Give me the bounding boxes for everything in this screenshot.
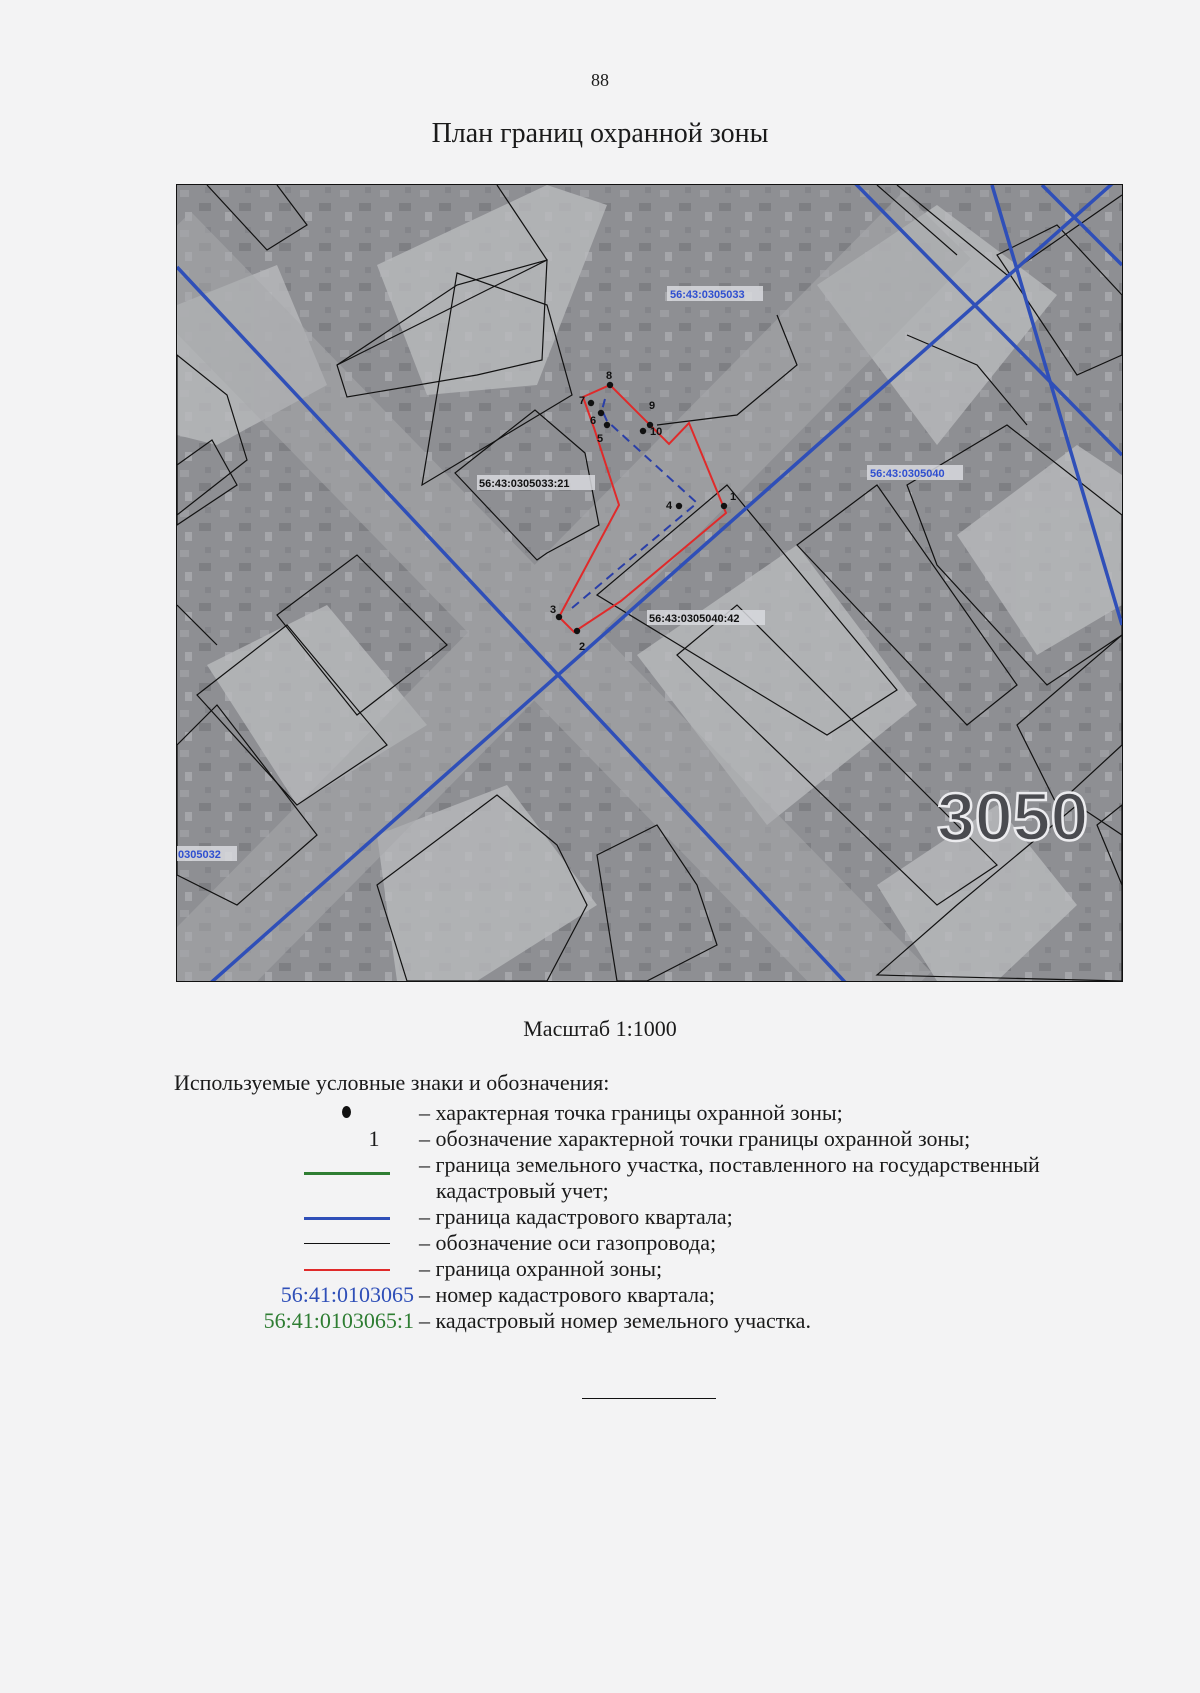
map-frame bbox=[176, 184, 1123, 982]
legend-line-symbol bbox=[304, 1243, 390, 1244]
zone-point bbox=[574, 628, 580, 634]
zone-point bbox=[588, 400, 594, 406]
legend-item bbox=[174, 1152, 1134, 1178]
legend-description: – кадастровый номер земельного участка. bbox=[419, 1308, 811, 1333]
point-label: 9 bbox=[649, 400, 656, 412]
legend-dot-symbol bbox=[342, 1106, 351, 1118]
point-label: 8 bbox=[606, 370, 613, 382]
map-scale: Масштаб 1:1000 bbox=[523, 1016, 677, 1041]
legend-line-symbol bbox=[304, 1217, 390, 1220]
parcel-label: 56:43:0305033:21 bbox=[479, 478, 570, 490]
legend-description: – граница земельного участка, поставленного на государственный bbox=[419, 1152, 1040, 1177]
zone-point bbox=[604, 422, 610, 428]
legend-description: – номер кадастрового квартала; bbox=[419, 1282, 715, 1307]
point-label: 10 bbox=[650, 426, 663, 438]
legend-description: – обозначение характерной точки границы охранной зоны; bbox=[419, 1126, 971, 1151]
quarter-label: 56:43:0305040 bbox=[870, 468, 945, 480]
zone-point bbox=[721, 503, 727, 509]
legend-item bbox=[174, 1308, 1134, 1334]
quarter-label: 56:43:0305033 bbox=[670, 289, 745, 301]
parcel-label: 56:43:0305040:42 bbox=[649, 613, 740, 625]
legend-text-symbol: 56:41:0103065 bbox=[280, 1282, 414, 1307]
point-label: 4 bbox=[666, 500, 673, 512]
page-title: План границ охранной зоны bbox=[431, 118, 769, 149]
legend-item bbox=[174, 1282, 1134, 1308]
page-number: 88 bbox=[591, 70, 609, 90]
zone-point bbox=[607, 382, 613, 388]
legend-title: Используемые условные знаки и обозначения: bbox=[174, 1070, 610, 1095]
point-label: 7 bbox=[579, 395, 586, 407]
legend-description: – граница кадастрового квартала; bbox=[419, 1204, 733, 1229]
legend-description: кадастровый учет; bbox=[436, 1178, 609, 1203]
point-label: 1 bbox=[730, 491, 737, 503]
legend-line-symbol bbox=[304, 1269, 390, 1271]
zone-point bbox=[640, 428, 646, 434]
legend-item bbox=[174, 1100, 1134, 1126]
background-quarter-number: 3050 bbox=[937, 779, 1089, 855]
zone-point bbox=[556, 614, 562, 620]
legend-description: – характерная точка границы охранной зоны; bbox=[419, 1100, 843, 1125]
legend-item bbox=[174, 1230, 1134, 1256]
legend-item bbox=[174, 1204, 1134, 1230]
legend-text-symbol: 1 bbox=[368, 1126, 380, 1151]
quarter-label: 0305032 bbox=[178, 849, 221, 861]
legend-description: – граница охранной зоны; bbox=[419, 1256, 663, 1281]
legend-line-symbol bbox=[304, 1172, 390, 1175]
point-label: 2 bbox=[579, 641, 586, 653]
legend-description: – обозначение оси газопровода; bbox=[419, 1230, 717, 1255]
point-label: 5 bbox=[597, 433, 604, 445]
legend-item bbox=[174, 1256, 1134, 1282]
cadastral-map bbox=[177, 185, 1122, 981]
zone-point bbox=[598, 410, 604, 416]
legend-text-symbol: 56:41:0103065:1 bbox=[263, 1308, 414, 1333]
zone-point bbox=[676, 503, 682, 509]
footer-rule bbox=[582, 1398, 716, 1399]
legend-item bbox=[174, 1126, 1134, 1152]
legend-item-continuation bbox=[174, 1178, 1134, 1204]
point-label: 3 bbox=[550, 604, 557, 616]
point-label: 6 bbox=[590, 415, 597, 427]
